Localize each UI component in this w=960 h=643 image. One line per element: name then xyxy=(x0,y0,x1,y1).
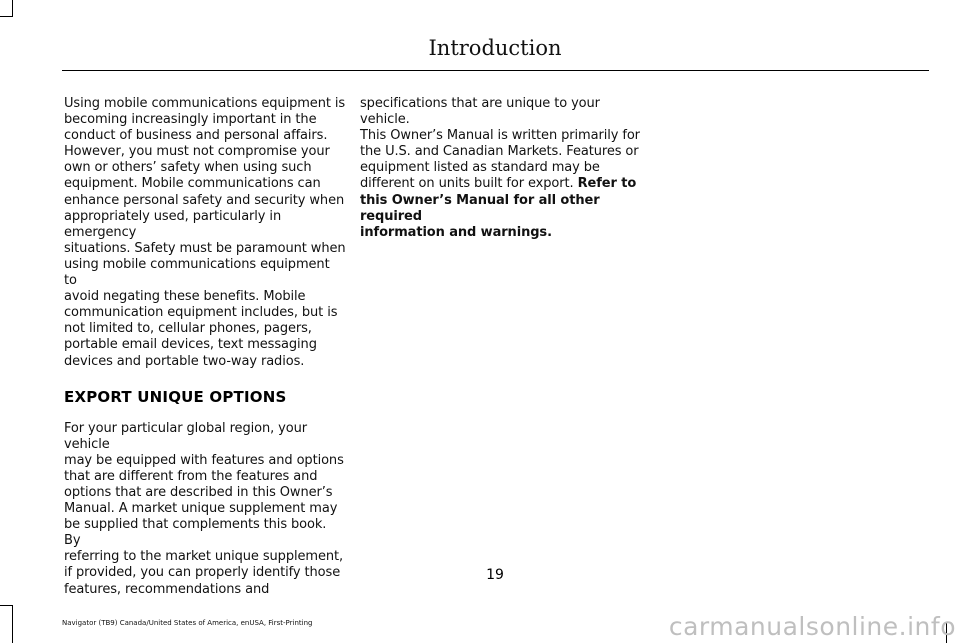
crop-mark-bottom-left-horizontal xyxy=(0,605,13,606)
crop-mark-top-left-horizontal xyxy=(0,16,13,17)
crop-mark-bottom-left-vertical xyxy=(12,606,13,643)
right-column xyxy=(360,96,642,241)
page-title: Introduction xyxy=(428,36,562,60)
watermark: carmanualsonline.info xyxy=(668,612,956,641)
bold-notice-text: Refer to this Owner’s Manual for all other required information and warnings. xyxy=(360,176,637,240)
document-info: Navigator (TB9) Canada/United States of America, enUSA, First-Printing xyxy=(62,619,313,627)
left-column xyxy=(64,96,346,598)
page-number: 19 xyxy=(486,567,504,583)
crop-mark-top-left-vertical xyxy=(12,0,13,16)
export-options-continued-paragraph xyxy=(360,96,642,241)
mobile-communications-paragraph: Using mobile communications equipment is becoming increasingly important in the conduct of business and personal affairs. However, you must not compromise your own or others’ safety when using such equipment. Mobile communications can enhance personal safety and security when appropriately used, particularly in emergency situations. Safety must be paramount when using mobile communications equipment to avoid negating these benefits. Mobile communication equipment includes, but is not limited to, cellular phones, pagers, portable email devices, text messaging devices and portable two-way radios. xyxy=(64,96,346,369)
export-options-paragraph: For your particular global region, your vehicle may be equipped with features and options that are different from the features and options that are described in this Owner’s Manual. A market unique supplement may be supplied that complements this book. By referring to the market unique supplement, if provided, you can properly identify those features, recommendations and xyxy=(64,420,344,597)
header-divider xyxy=(62,70,929,71)
section-heading: EXPORT UNIQUE OPTIONS xyxy=(64,387,287,406)
continued-text: specifications that are unique to your vehicle. This Owner’s Manual is written primarily for the U.S. and Canadian Markets. Features or equipment listed as standard may be different on units built for export. xyxy=(360,96,640,192)
